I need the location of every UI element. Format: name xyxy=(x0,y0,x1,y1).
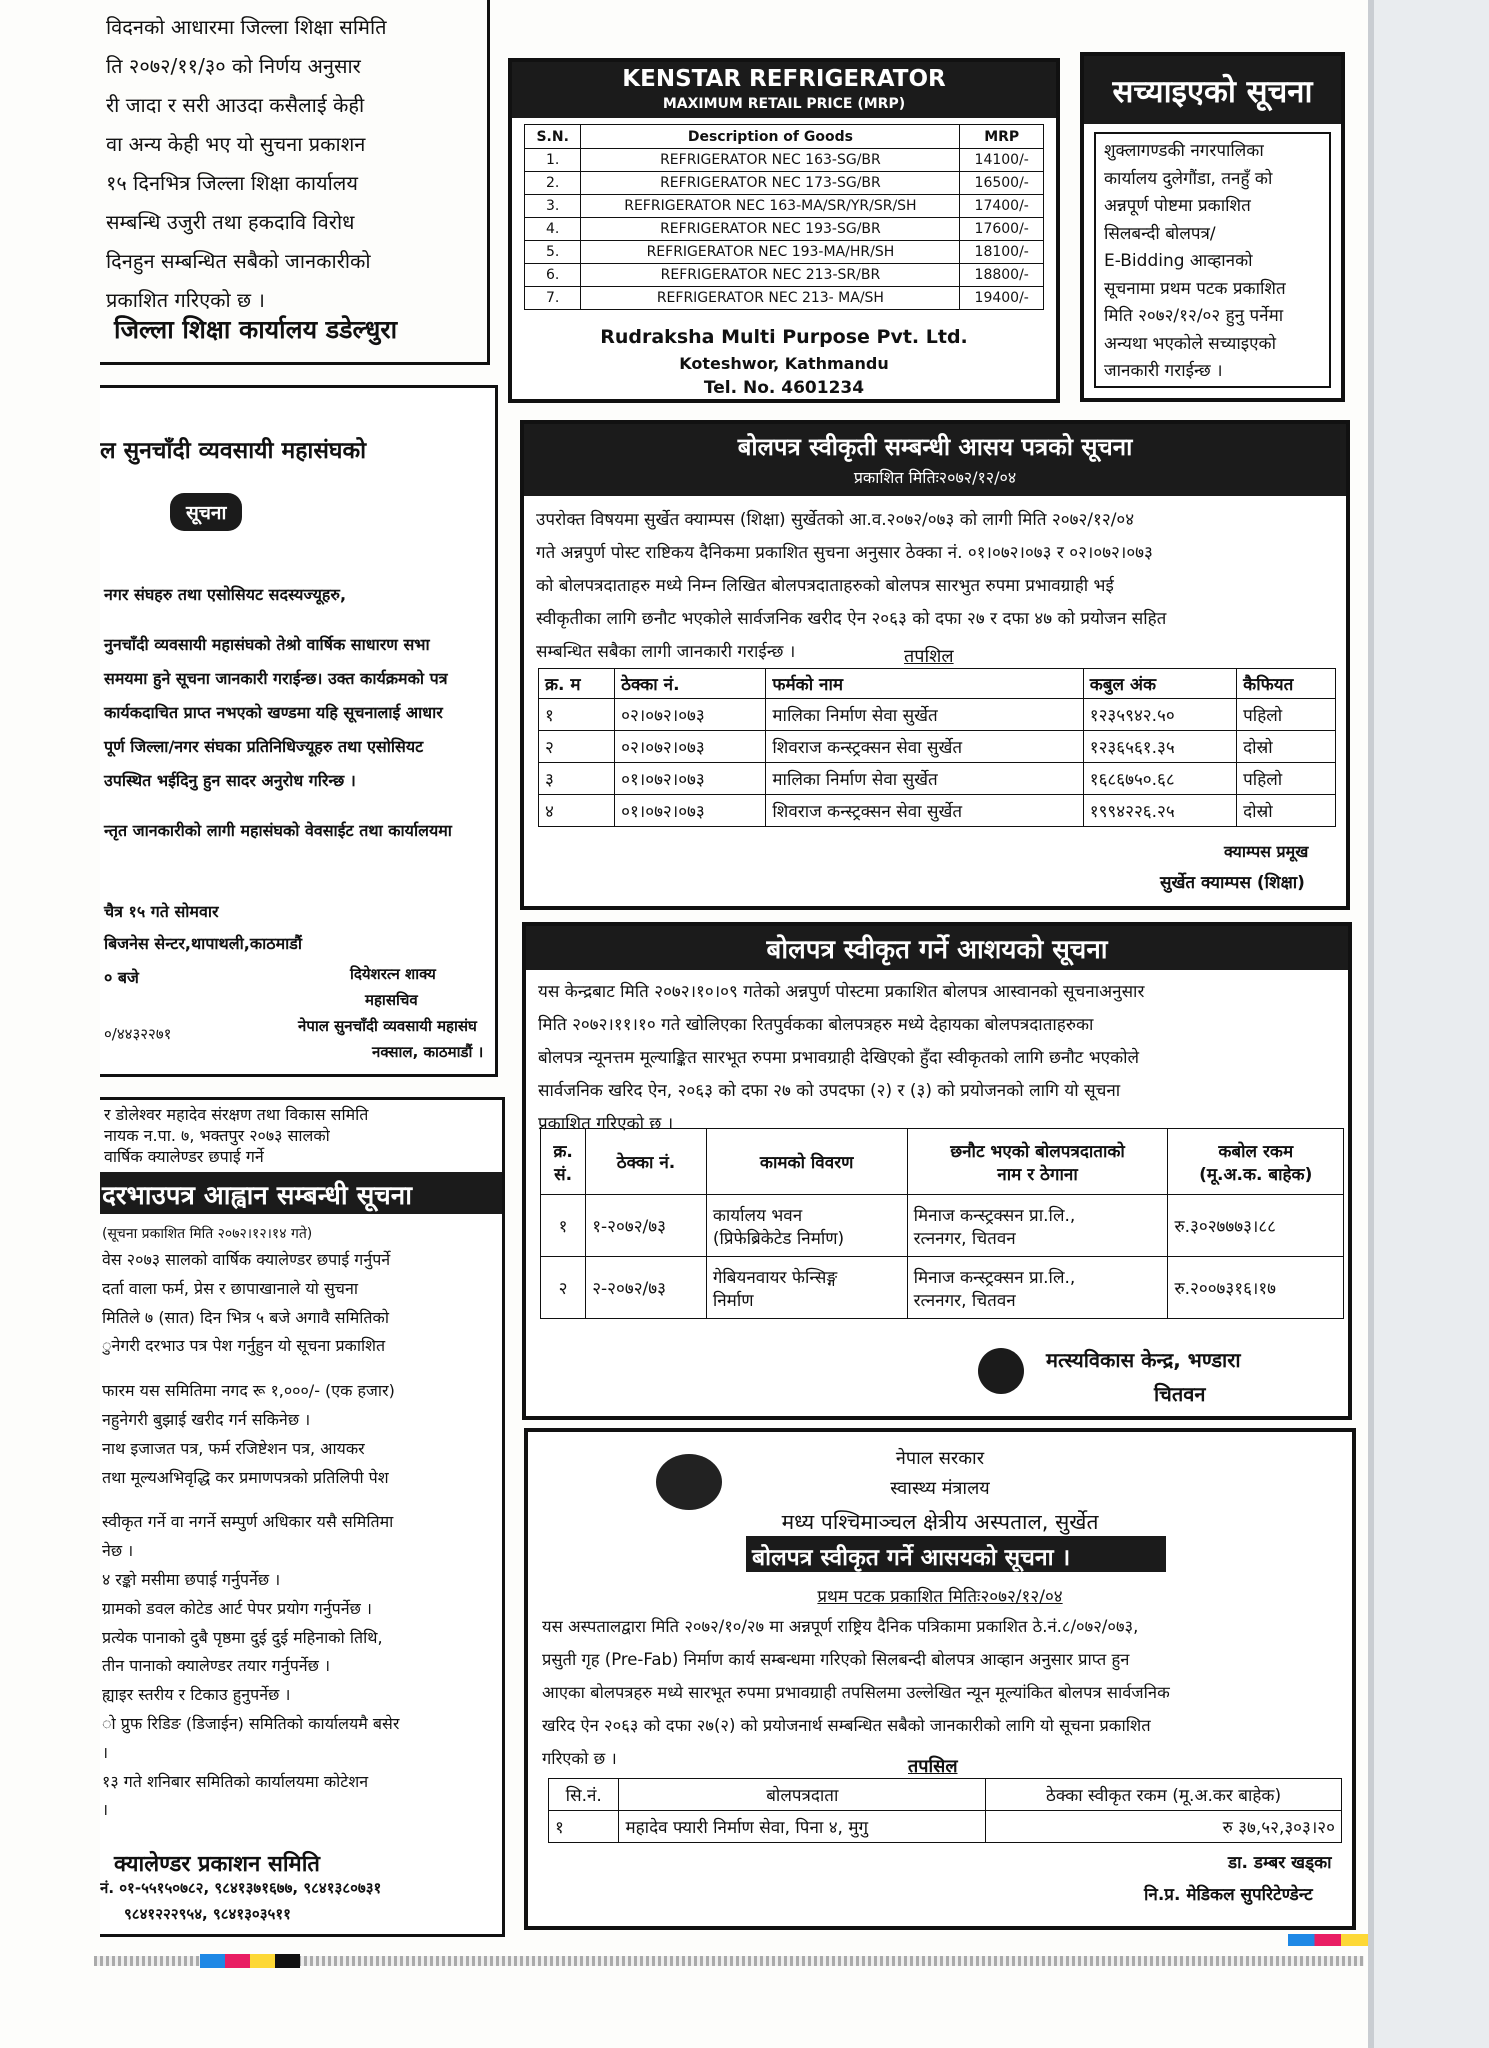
correction-line: E-Bidding आव्हानको xyxy=(1104,251,1253,271)
table-cell: १ xyxy=(549,1811,619,1843)
kenstar-header: S.N. xyxy=(525,125,581,149)
table-cell: 18800/- xyxy=(960,264,1044,287)
calendar-line: । xyxy=(102,1742,109,1762)
table-cell: मालिका निर्माण सेवा सुर्खेत xyxy=(766,763,1083,795)
correction-notice xyxy=(1080,52,1345,402)
bolpatra2-header-line: कबोल रकम xyxy=(1218,1141,1294,1162)
bolpatra3-line: आएका बोलपत्रहरु मध्ये सारभूत रुपमा प्रभावग्राही तपसिलमा उल्लेखित न्यून मूल्यांकित बोलपत्र सार्वजनिक xyxy=(542,1683,1170,1702)
bolpatra3-header: सि.नं. xyxy=(549,1779,619,1811)
table-row xyxy=(539,731,1336,763)
table-cell: शिवराज कन्स्ट्रक्सन सेवा सुर्खेत xyxy=(766,731,1083,763)
table-row xyxy=(541,1257,1344,1319)
table-cell: 5. xyxy=(525,241,581,264)
bolpatra1-title: बोलपत्र स्वीकृती सम्बन्धी आसय पत्रको सूचना xyxy=(737,433,1133,461)
bolpatra1-line: गते अन्नपुर्ण पोस्ट राष्टिकय दैनिकमा प्रकाशित सुचना अनुसार ठेक्का नं. ०१।०७२।०७३ र ०२।०७२।०७३ xyxy=(536,543,1153,563)
bolpatra3-title: बोलपत्र स्वीकृत गर्ने आसयको सूचना । xyxy=(752,1545,1071,1571)
table-row xyxy=(525,149,1044,172)
desc-line: (प्रिफेब्रिकेटेड निर्माण) xyxy=(712,1228,845,1249)
correction-line: सिलबन्दी बोलपत्र/ xyxy=(1104,223,1216,244)
correction-line: शुक्लागण्डकी नगरपालिका xyxy=(1104,141,1264,161)
sunchadi-line: समयमा हुने सूचना जानकारी गराईन्छ। उक्त कार्यक्रमको पत्र xyxy=(104,669,448,688)
bolpatra2-title: बोलपत्र स्वीकृत गर्ने आशयको सूचना xyxy=(766,935,1108,965)
sunchadi-line: न्तृत जानकारीको लागी महासंघको वेवसाईट तथा कार्यालयमा xyxy=(104,821,452,840)
table-cell: ०१।०७२।०७३ xyxy=(615,795,766,827)
calendar-head-line: नायक न.पा. ७, भक्तपुर २०७३ सालको xyxy=(104,1126,330,1145)
bolpatra2-org: मत्स्यविकास केन्द्र, भण्डारा xyxy=(1046,1348,1241,1372)
calendar-line: वेस २०७३ सालको वार्षिक क्यालेण्डर छपाई गर्नुपर्ने xyxy=(102,1250,391,1269)
table-row xyxy=(541,1195,1344,1257)
sunchadi-line: कार्यकदाचित प्राप्त नभएको खण्डमा यहि सूचनालाई आधार xyxy=(104,703,443,722)
calendar-line: नाथ इजाजत पत्र, फर्म रजिष्टेशन पत्र, आयकर xyxy=(102,1438,365,1458)
table-cell: रु ३७,५२,३०३।२० xyxy=(986,1811,1342,1843)
table-cell: शिवराज कन्स्ट्रक्सन सेवा सुर्खेत xyxy=(766,795,1083,827)
table-cell: 6. xyxy=(525,264,581,287)
table-row xyxy=(539,699,1336,731)
calendar-line: तथा मूल्यअभिवृद्धि कर प्रमाणपत्रको प्रतिलिपी पेश xyxy=(102,1467,389,1487)
calendar-line: प्रत्येक पानाको दुबै पृष्ठमा दुई दुई महिनाको तिथि, xyxy=(102,1627,383,1647)
bolpatra2-header-line: क्र. xyxy=(553,1141,573,1162)
table-cell xyxy=(706,1257,907,1319)
bolpatra2-line: प्रकाशित गरिएको छ । xyxy=(538,1114,674,1134)
table-cell: ३ xyxy=(539,763,615,795)
left-notice-line: विदनको आधारमा जिल्ला शिक्षा समिति xyxy=(106,15,387,39)
calendar-line: ुनेगरी दरभाउ पत्र पेश गर्नुहुन यो सूचना प्रकाशित xyxy=(102,1336,386,1356)
bolpatra2-header-line: ठेक्का नं. xyxy=(616,1153,676,1173)
page-edge xyxy=(1368,0,1489,2048)
table-cell: १२३५९४२.५० xyxy=(1083,699,1236,731)
calendar-line xyxy=(102,1361,399,1377)
sunchadi-venue: बिजनेस सेन्टर,थापाथली,काठमाडौं xyxy=(104,934,302,953)
sunchadi-line: नगर संघहरु तथा एसोसियट सदस्यज्यूहरु, xyxy=(104,585,347,604)
table-cell xyxy=(706,1195,907,1257)
calendar-published: (सूचना प्रकाशित मिति २०७२।१२।१४ गते) xyxy=(102,1226,313,1242)
table-cell: मालिका निर्माण सेवा सुर्खेत xyxy=(766,699,1083,731)
kenstar-subtitle: MAXIMUM RETAIL PRICE (MRP) xyxy=(662,96,906,112)
correction-line: सूचनामा प्रथम पटक प्रकाशित xyxy=(1104,278,1286,299)
bolpatra3-caption: तपसिल xyxy=(908,1756,958,1777)
table-row xyxy=(525,264,1044,287)
table-cell xyxy=(907,1195,1168,1257)
calendar-line: नेछ । xyxy=(102,1541,134,1561)
bolpatra2-header xyxy=(586,1129,707,1195)
sunchadi-notice xyxy=(100,385,498,1077)
kenstar-tel: Tel. No. 4601234 xyxy=(703,378,865,398)
bolpatra3-published: प्रथम पटक प्रकाशित मितिः२०७२/१२/०४ xyxy=(817,1587,1063,1607)
table-cell: महादेव फ्यारी निर्माण सेवा, पिना ४, मुगु xyxy=(619,1811,986,1843)
left-notice-line: री जादा र सरी आउदा कसैलाई केही xyxy=(106,93,365,117)
bolpatra2-header-line: (मू.अ.क. बाहेक) xyxy=(1199,1164,1313,1185)
kenstar-table xyxy=(524,124,1044,310)
calendar-phones-2: ९८४१२२२९५४, ९८४१३०३५११ xyxy=(124,1905,291,1923)
registration-marks-right xyxy=(1288,1934,1368,1946)
correction-line: अन्नपूर्ण पोष्टमा प्रकाशित xyxy=(1104,196,1251,216)
bolpatra1-table xyxy=(538,668,1336,827)
table-cell: २ xyxy=(539,731,615,763)
bidder-line: रत्ननगर, चितवन xyxy=(913,1290,1016,1311)
table-cell: 18100/- xyxy=(960,241,1044,264)
table-cell: 16500/- xyxy=(960,172,1044,195)
calendar-line: ४ रङ्को मसीमा छपाई गर्नुपर्नेछ । xyxy=(102,1569,281,1589)
table-cell: रु.२००७३१६।१७ xyxy=(1168,1257,1344,1319)
calendar-notice xyxy=(100,1097,505,1937)
sunchadi-title: ल सुनचाँदी व्यवसायी महासंघको xyxy=(100,438,367,464)
bolpatra1-line: उपरोक्त विषयमा सुर्खेत क्याम्पस (शिक्षा) सुर्खेतको आ.व.२०७२/०७३ को लागी मिति २०७२/१२/०४ xyxy=(536,510,1135,530)
table-row xyxy=(525,287,1044,310)
bidder-line: मिनाज कन्स्ट्रक्सन प्रा.लि., xyxy=(913,1205,1076,1226)
table-cell: REFRIGERATOR NEC 173-SG/BR xyxy=(581,172,960,195)
calendar-phones-1: नं. ०१-५५१५०७८२, ९८४१३७१६७७, ९८४१३८०७३१ xyxy=(100,1879,382,1897)
table-cell: 3. xyxy=(525,195,581,218)
bolpatra2-header xyxy=(541,1129,586,1195)
table-cell: पहिलो xyxy=(1237,763,1336,795)
calendar-head-line: वार्षिक क्यालेण्डर छपाई गर्ने xyxy=(104,1147,264,1166)
table-row xyxy=(525,241,1044,264)
registration-marks xyxy=(200,1954,300,1968)
bolpatra1-line: सम्बन्धित सबैका लागी जानकारी गराईन्छ । xyxy=(536,642,796,662)
table-cell: ०२।०७२।०७३ xyxy=(615,699,766,731)
bolpatra3-header: बोलपत्रदाता xyxy=(619,1779,986,1811)
bolpatra1-header: ठेक्का नं. xyxy=(615,669,766,699)
sunchadi-line: नुनचाँदी व्यवसायी महासंघको तेश्रो वार्षिक साधारण सभा xyxy=(104,635,430,654)
calendar-line xyxy=(102,1492,399,1508)
table-cell: 19400/- xyxy=(960,287,1044,310)
left-notice-line: दिनहुन सम्बन्धित सबैको जानकारीको xyxy=(106,249,371,273)
table-cell: 17600/- xyxy=(960,218,1044,241)
table-cell: ०१।०७२।०७३ xyxy=(615,763,766,795)
nepal-emblem-icon xyxy=(978,1348,1024,1394)
bolpatra3-signer: डा. डम्बर खड्का xyxy=(1228,1853,1332,1873)
bolpatra3-line: खरिद ऐन २०६३ को दफा २७(२) को प्रयोजनार्थ सम्बन्धित सबैको जानकारीको लागि यो सूचना प्रकाशित xyxy=(542,1716,1151,1735)
calendar-line: । xyxy=(102,1800,109,1820)
table-cell: REFRIGERATOR NEC 163-MA/SR/YR/SR/SH xyxy=(581,195,960,218)
kenstar-header: Description of Goods xyxy=(581,125,960,149)
bidder-line: रत्ननगर, चितवन xyxy=(913,1228,1016,1249)
calendar-line: ग्रामको डवल कोटेड आर्ट पेपर प्रयोग गर्नुपर्नेछ । xyxy=(102,1598,372,1618)
sunchadi-date: चैत्र १५ गते सोमवार xyxy=(104,902,219,921)
bolpatra2-header-line: कामको विवरण xyxy=(759,1153,854,1173)
table-row xyxy=(549,1811,1342,1843)
bolpatra2-line: सार्वजनिक खरिद ऐन, २०६३ को दफा २७ को उपदफा (२) र (३) को प्रयोजनको लागि यो सूचना xyxy=(538,1081,1121,1101)
bolpatra3-line: यस अस्पतालद्वारा मिति २०७२/१०/२७ मा अन्नपूर्ण राष्ट्रिय दैनिक पत्रिकामा प्रकाशित ठे.नं.८/०७२/०७३, xyxy=(542,1617,1139,1636)
bolpatra2-table xyxy=(540,1128,1344,1319)
bolpatra1-header: कबुल अंक xyxy=(1083,669,1236,699)
bolpatra2-district: चितवन xyxy=(1154,1382,1206,1406)
page-edge-strip xyxy=(1368,0,1374,2048)
table-cell: पहिलो xyxy=(1237,699,1336,731)
kenstar-ad xyxy=(508,58,1060,403)
sunchadi-badge: सूचना xyxy=(170,493,242,531)
correction-line: कार्यालय दुलेगौंडा, तनहुँ को xyxy=(1104,168,1273,189)
bolpatra-notice-campus xyxy=(520,420,1350,910)
table-cell: 2. xyxy=(525,172,581,195)
table-cell: १ xyxy=(541,1195,586,1257)
bolpatra2-header-line: नाम र ठेगाना xyxy=(997,1164,1078,1185)
bolpatra3-table xyxy=(548,1778,1342,1843)
sunchadi-signer-title: महासचिव xyxy=(365,991,418,1009)
table-cell: २-२०७२/७३ xyxy=(586,1257,707,1319)
bolpatra1-header: फर्मको नाम xyxy=(766,669,1083,699)
table-cell: दोस्रो xyxy=(1237,731,1336,763)
calendar-head-line: र डोलेश्वर महादेव संरक्षण तथा विकास समिति xyxy=(104,1105,369,1124)
table-cell: REFRIGERATOR NEC 193-MA/HR/SH xyxy=(581,241,960,264)
bolpatra1-org: सुर्खेत क्याम्पस (शिक्षा) xyxy=(1160,873,1305,893)
calendar-title: दरभाउपत्र आह्वान सम्बन्धी सूचना xyxy=(102,1181,412,1211)
bolpatra2-line: यस केन्द्रबाट मिति २०७२।१०।०९ गतेको अन्नपुर्ण पोस्टमा प्रकाशित बोलपत्र आस्वानको सूचनाअनुसार xyxy=(538,982,1145,1002)
table-cell: 1. xyxy=(525,149,581,172)
bolpatra1-published: प्रकाशित मितिः२०७२/१२/०४ xyxy=(853,468,1017,487)
calendar-line: फारम यस समितिमा नगद रू १,०००/- (एक हजार) xyxy=(102,1381,395,1401)
bolpatra3-line: प्रसुती गृह (Pre-Fab) निर्माण कार्य सम्बन्धमा गरिएको सिलबन्दी बोलपत्र आव्हान अनुसार प्राप्त हुन xyxy=(542,1650,1130,1669)
correction-line: जानकारी गराईन्छ । xyxy=(1104,361,1223,381)
table-row xyxy=(525,218,1044,241)
desc-line: गेबियनवायर फेन्सिङ्ग xyxy=(712,1267,838,1288)
sunchadi-org-address: नक्साल, काठमाडौं । xyxy=(372,1043,484,1061)
table-cell: दोस्रो xyxy=(1237,795,1336,827)
left-notice-line: प्रकाशित गरिएको छ । xyxy=(106,288,265,312)
table-cell: 7. xyxy=(525,287,581,310)
table-cell: 17400/- xyxy=(960,195,1044,218)
bolpatra3-header: ठेक्का स्वीकृत रकम (मू.अ.कर बाहेक) xyxy=(986,1779,1342,1811)
calendar-line: तीन पानाको क्यालेण्डर तयार गर्नुपर्नेछ । xyxy=(102,1656,331,1676)
table-cell: ०२।०७२।०७३ xyxy=(615,731,766,763)
bolpatra2-header-line: सं. xyxy=(554,1164,573,1185)
bolpatra3-ministry: स्वास्थ्य मंत्रालय xyxy=(890,1478,990,1499)
kenstar-company: Rudraksha Multi Purpose Pvt. Ltd. xyxy=(600,326,968,348)
kenstar-title: KENSTAR REFRIGERATOR xyxy=(622,66,946,92)
table-cell: २ xyxy=(541,1257,586,1319)
sunchadi-org: नेपाल सुनचाँदी व्यवसायी महासंघ xyxy=(298,1017,477,1035)
correction-title: सच्याइएको सूचना xyxy=(1112,74,1313,110)
bolpatra1-line: स्वीकृतीका लागि छनौट भएकोले सार्वजनिक खरीद ऐन २०६३ को दफा २७ र दफा ४७ को प्रयोजन सहित xyxy=(536,609,1167,629)
sunchadi-line: उपस्थित भईदिनु हुन सादर अनुरोध गरिन्छ । xyxy=(104,771,356,790)
bolpatra2-line: मिति २०७२।११।१० गते खोलिएका रितपुर्वकका बोलपत्रहरु मध्ये देहायका बोलपत्रदाताहरुका xyxy=(538,1015,1094,1035)
correction-line: मिति २०७२/१२/०२ हुनु पर्नेमा xyxy=(1104,306,1284,326)
calendar-line: स्वीकृत गर्ने वा नगर्ने सम्पुर्ण अधिकार यसै समितिमा xyxy=(102,1512,394,1532)
sunchadi-time: ० बजे xyxy=(104,968,139,987)
table-cell: रु.३०२७७७३।८८ xyxy=(1168,1195,1344,1257)
left-notice-line: ति २०७२/११/३० को निर्णय अनुसार xyxy=(106,54,361,78)
bolpatra2-header xyxy=(706,1129,907,1195)
bolpatra3-signer-title: नि.प्र. मेडिकल सुपरिटेण्डेन्ट xyxy=(1144,1885,1313,1905)
bolpatra1-line: को बोलपत्रदाताहरु मध्ये निम्न लिखित बोलपत्रदाताहरुको बोलपत्र सारभुत रुपमा प्रभावग्राही भई xyxy=(536,576,1114,596)
bolpatra1-signer: क्याम्पस प्रमूख xyxy=(1224,842,1309,861)
kenstar-address: Koteshwor, Kathmandu xyxy=(679,354,889,373)
calendar-line: मितिले ७ (सात) दिन भित्र ५ बजे अगावै समितिको xyxy=(102,1307,389,1327)
sunchadi-line xyxy=(104,798,452,814)
left-notice-line: १५ दिनभित्र जिल्ला शिक्षा कार्यालय xyxy=(106,171,358,195)
bolpatra2-header xyxy=(907,1129,1168,1195)
bolpatra1-header: क्र. म xyxy=(539,669,615,699)
sunchadi-line xyxy=(104,612,452,628)
bolpatra2-header-line: छनौट भएको बोलपत्रदाताको xyxy=(950,1141,1125,1162)
calendar-line: १३ गते शनिबार समितिको कार्यालयमा कोटेशन xyxy=(102,1771,369,1791)
bolpatra3-line: गरिएको छ । xyxy=(542,1749,617,1768)
table-row xyxy=(539,763,1336,795)
bolpatra2-line: बोलपत्र न्यूनत्तम मूल्याङ्कित सारभूत रुपमा प्रभावग्राही देखिएको हुँदा स्वीकृतको लागि छनौट भएकोले xyxy=(538,1048,1140,1068)
kenstar-header: MRP xyxy=(960,125,1044,149)
table-cell: 14100/- xyxy=(960,149,1044,172)
table-row xyxy=(525,172,1044,195)
table-row xyxy=(539,795,1336,827)
left-notice-line: वा अन्य केही भए यो सुचना प्रकाशन xyxy=(106,132,366,156)
bolpatra3-hospital: मध्य पश्चिमाञ्चल क्षेत्रीय अस्पताल, सुर्खेत xyxy=(781,1510,1099,1534)
table-row xyxy=(525,195,1044,218)
correction-line: अन्यथा भएकोले सच्याइएको xyxy=(1104,333,1276,354)
sunchadi-signer: दियेशरत्न शाक्य xyxy=(350,965,436,983)
table-cell: १६८६७५०.६८ xyxy=(1083,763,1236,795)
table-cell: REFRIGERATOR NEC 163-SG/BR xyxy=(581,149,960,172)
table-cell: १९९४२२६.२५ xyxy=(1083,795,1236,827)
bolpatra-notice-fishery xyxy=(522,922,1352,1420)
bolpatra2-header xyxy=(1168,1129,1344,1195)
left-notice-education xyxy=(100,0,490,365)
table-cell: १२३६५६१.३५ xyxy=(1083,731,1236,763)
table-cell: REFRIGERATOR NEC 213-SR/BR xyxy=(581,264,960,287)
bolpatra-notice-hospital xyxy=(524,1428,1356,1930)
bidder-line: मिनाज कन्स्ट्रक्सन प्रा.लि., xyxy=(913,1267,1076,1288)
table-cell: १-२०७२/७३ xyxy=(586,1195,707,1257)
calendar-line: ह्याइर स्तरीय र टिकाउ हुनुपर्नेछ । xyxy=(102,1685,291,1705)
sunchadi-phone: ०/४४३२२७१ xyxy=(104,1025,172,1043)
table-cell xyxy=(907,1257,1168,1319)
sunchadi-line: पूर्ण जिल्ला/नगर संघका प्रतिनिधिज्यूहरु तथा एसोसियट xyxy=(104,737,424,756)
table-cell: 4. xyxy=(525,218,581,241)
bolpatra3-gov: नेपाल सरकार xyxy=(895,1448,985,1469)
calendar-line: नहुनेगरी बुझाई खरीद गर्न सकिनेछ । xyxy=(102,1409,311,1429)
table-cell: १ xyxy=(539,699,615,731)
desc-line: कार्यालय भवन xyxy=(712,1205,803,1226)
calendar-line: ो प्रुफ रिडिङ (डिजाईन) समितिको कार्यालयमै बसेर xyxy=(102,1713,400,1733)
desc-line: निर्माण xyxy=(712,1290,754,1311)
left-notice-signature: जिल्ला शिक्षा कार्यालय डडेल्धुरा xyxy=(114,315,398,344)
calendar-signer: क्यालेण्डर प्रकाशन समिति xyxy=(114,1852,320,1877)
bolpatra1-caption: तपशिल xyxy=(904,646,954,667)
table-cell: REFRIGERATOR NEC 193-SG/BR xyxy=(581,218,960,241)
calendar-line: दर्ता वाला फर्म, प्रेस र छापाखानाले यो सुचना xyxy=(102,1278,358,1298)
table-cell: REFRIGERATOR NEC 213- MA/SH xyxy=(581,287,960,310)
bolpatra1-header: कैफियत xyxy=(1237,669,1336,699)
table-cell: ४ xyxy=(539,795,615,827)
left-notice-line: सम्बन्धि उजुरी तथा हकदावि विरोध xyxy=(106,210,355,234)
